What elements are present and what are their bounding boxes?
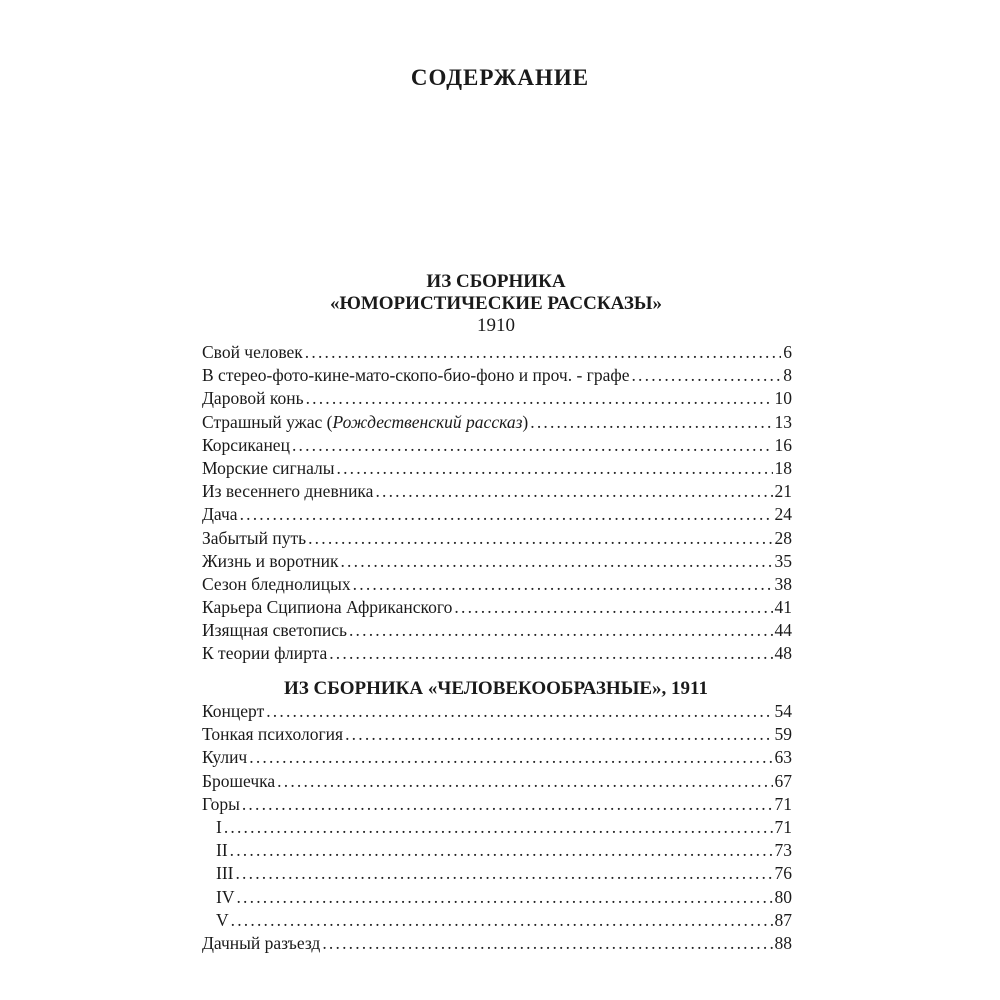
- toc-entry[interactable]: [202, 480, 792, 503]
- toc-subentry[interactable]: [202, 909, 792, 932]
- toc-entry-page: 76: [774, 863, 792, 884]
- dot-leader: [231, 909, 773, 932]
- toc-entry[interactable]: [202, 700, 792, 723]
- section-heading-line: ИЗ СБОРНИКА: [426, 271, 566, 292]
- toc-entry-page: 88: [774, 932, 792, 953]
- toc-entry-page: 73: [774, 840, 792, 861]
- toc-entry-page: 54: [774, 701, 792, 721]
- toc-entry-title: Горы: [202, 793, 240, 814]
- dot-leader: [235, 862, 772, 885]
- toc-entry-page: 13: [774, 411, 792, 432]
- toc-entry-title: Жизнь и воротник: [202, 550, 339, 571]
- section-heading-year: 1910: [477, 315, 515, 336]
- toc-entry-title: Свой человек: [202, 342, 303, 362]
- toc-entry-title-italic: Рождественский рассказ: [332, 411, 523, 432]
- toc-entry-title: Карьера Сципиона Африканского: [202, 597, 453, 618]
- toc-subentry[interactable]: [202, 839, 792, 862]
- section-heading-2: [200, 678, 792, 700]
- dot-leader: [306, 387, 773, 410]
- toc-subentry[interactable]: [202, 862, 792, 885]
- toc-entry-title: IV: [216, 886, 235, 907]
- dot-leader: [530, 411, 772, 434]
- dot-leader: [349, 619, 773, 642]
- toc-entry[interactable]: [202, 723, 792, 746]
- dot-leader: [249, 746, 772, 769]
- page-title: СОДЕРЖАНИЕ: [410, 65, 590, 91]
- toc-list-section-1: [202, 341, 792, 666]
- toc-entry-page: 38: [774, 573, 792, 594]
- toc-entry-page: 41: [774, 597, 792, 618]
- toc-entry-title: III: [216, 863, 234, 884]
- toc-entry[interactable]: [202, 364, 792, 387]
- dot-leader: [353, 573, 773, 596]
- toc-entry[interactable]: [202, 503, 792, 526]
- toc-entry[interactable]: [202, 387, 792, 410]
- dot-leader: [236, 886, 772, 909]
- toc-entry-title: Брошечка: [202, 770, 276, 791]
- toc-entry-page: 28: [774, 527, 792, 548]
- dot-leader: [322, 932, 772, 955]
- toc-entry[interactable]: [202, 793, 792, 816]
- toc-entry-page: 16: [774, 434, 792, 455]
- toc-entry-title: Из весеннего дневника: [202, 481, 374, 502]
- toc-entry[interactable]: [202, 411, 792, 434]
- dot-leader: [329, 642, 772, 665]
- toc-entry-page: 80: [774, 886, 792, 907]
- dot-leader: [230, 839, 773, 862]
- dot-leader: [240, 503, 773, 526]
- section-heading-line: «ЮМОРИСТИЧЕСКИЕ РАССКАЗЫ»: [329, 293, 663, 314]
- toc-entry-title: Тонкая психология: [202, 724, 344, 745]
- toc-entry-title: Корсиканец: [202, 434, 290, 455]
- toc-entry-title: Сезон бледнолицых: [202, 573, 351, 594]
- toc-entry-title: В стерео-фото-кине-мато-скопо-био-фоно и проч. - графе: [202, 365, 630, 386]
- toc-entry-page: 8: [783, 365, 792, 386]
- toc-entry-page: 59: [774, 724, 792, 745]
- toc-entry-title: V: [216, 909, 229, 930]
- toc-entry-title: Кулич: [202, 747, 248, 768]
- toc-entry[interactable]: [202, 770, 792, 793]
- toc-entry-page: 48: [774, 643, 792, 664]
- toc-entry-title: Дача: [202, 504, 238, 525]
- dot-leader: [454, 596, 772, 619]
- dot-leader: [340, 550, 772, 573]
- toc-entry-title: II: [216, 840, 228, 861]
- toc-entry-title: I: [216, 816, 222, 837]
- toc-entry[interactable]: [202, 341, 792, 364]
- dot-leader: [345, 723, 772, 746]
- toc-entry-page: 6: [783, 342, 792, 362]
- section-heading-1: [200, 271, 792, 337]
- toc-entry[interactable]: [202, 596, 792, 619]
- toc-entry-title: К теории флирта: [202, 643, 328, 664]
- dot-leader: [308, 527, 772, 550]
- toc-entry-page: 24: [774, 504, 792, 525]
- toc-entry-title: Даровой конь: [202, 388, 304, 409]
- toc-entry[interactable]: [202, 642, 792, 665]
- toc-entry-title: Страшный ужас (Рождественский рассказ): [202, 411, 529, 432]
- toc-entry-title: Морские сигналы: [202, 457, 335, 478]
- toc-list-section-2: [202, 700, 792, 955]
- toc-entry-page: 67: [774, 770, 792, 791]
- toc-entry[interactable]: [202, 457, 792, 480]
- toc-subentry[interactable]: [202, 886, 792, 909]
- dot-leader: [224, 816, 773, 839]
- dot-leader: [292, 434, 773, 457]
- toc-entry-page: 21: [774, 481, 792, 502]
- toc-entry[interactable]: [202, 932, 792, 955]
- toc-entry[interactable]: [202, 573, 792, 596]
- dot-leader: [277, 770, 772, 793]
- toc-entry-page: 44: [774, 620, 792, 641]
- section-heading-line: ИЗ СБОРНИКА «ЧЕЛОВЕКООБРАЗНЫЕ», 1911: [284, 678, 708, 699]
- toc-entry-page: 63: [774, 747, 792, 768]
- dot-leader: [305, 341, 781, 364]
- toc-entry-page: 87: [774, 909, 792, 930]
- toc-entry-page: 35: [774, 550, 792, 571]
- toc-entry[interactable]: [202, 746, 792, 769]
- toc-entry[interactable]: [202, 434, 792, 457]
- dot-leader: [242, 793, 773, 816]
- toc-entry-title: Концерт: [202, 701, 265, 721]
- toc-entry-title: Изящная светопись: [202, 620, 347, 641]
- toc-entry-page: 71: [774, 816, 792, 837]
- toc-entry-page: 18: [774, 457, 792, 478]
- dot-leader: [266, 700, 772, 723]
- toc-entry[interactable]: [202, 619, 792, 642]
- dot-leader: [337, 457, 773, 480]
- toc-entry-page: 71: [774, 793, 792, 814]
- dot-leader: [631, 364, 781, 387]
- toc-entry-title: Дачный разъезд: [202, 932, 321, 953]
- dot-leader: [375, 480, 772, 503]
- toc-subentry[interactable]: [202, 816, 792, 839]
- toc-entry[interactable]: [202, 550, 792, 573]
- toc-entry[interactable]: [202, 527, 792, 550]
- toc-entry-page: 10: [774, 388, 792, 409]
- toc-entry-title: Забытый путь: [202, 527, 307, 548]
